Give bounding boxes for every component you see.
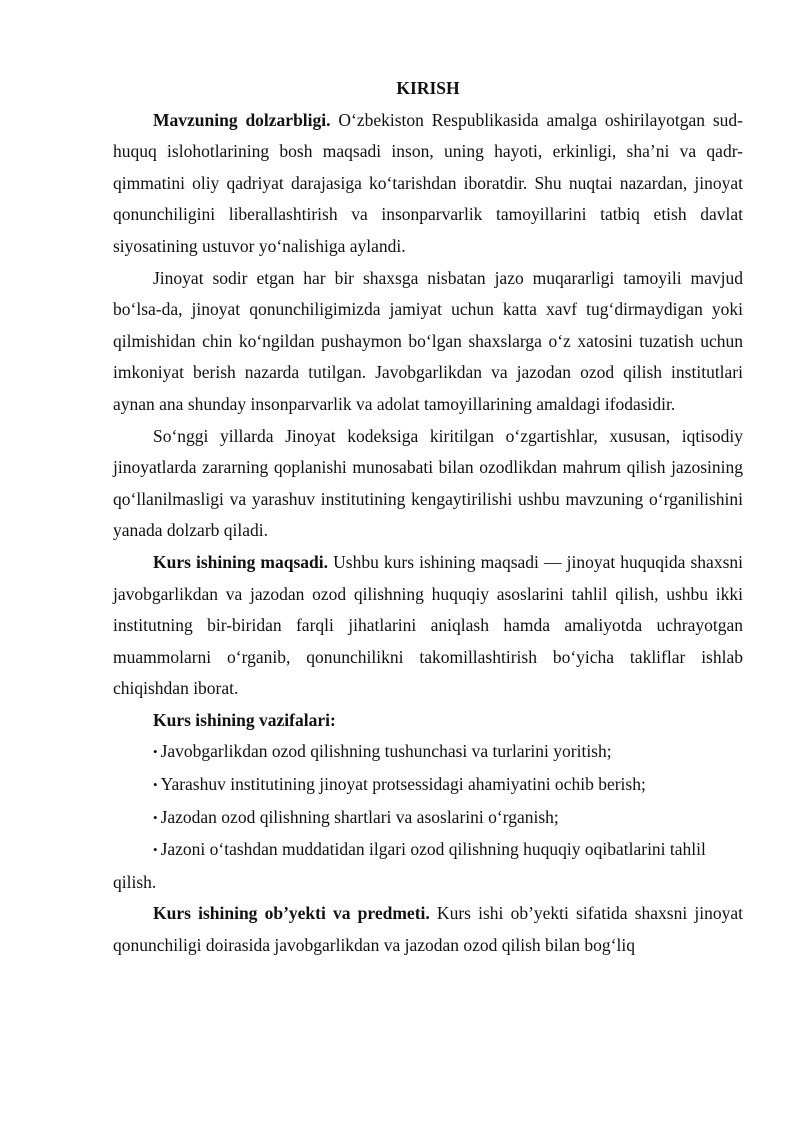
section-heading-maqsad: Kurs ishining maqsadi.: [153, 551, 329, 572]
paragraph-3: So‘nggi yillarda Jinoyat kodeksiga kiritilgan o‘zgartishlar, xususan, iqtisodiy jinoyatlarda zararning qoplanishi munosabati bilan ozodlikdan mahrum qilish jazosining qo‘llanilmasligi va yarashuv institutining kengaytirilishi ushbu mavzuning o‘rganilishini yanada dolzarb qiladi.: [113, 425, 743, 541]
list-item-text: Yarashuv institutining jinoyat protsessidagi ahamiyatini ochib berish;: [160, 774, 646, 795]
bullet-icon: •: [153, 777, 158, 793]
list-item-text: Jazodan ozod qilishning shartlari va asoslarini o‘rganish;: [160, 806, 559, 827]
page-title: KIRISH: [396, 78, 460, 98]
list-item: [113, 802, 743, 835]
list-item-text: Javobgarlikdan ozod qilishning tushunchasi va turlarini yoritish;: [160, 741, 612, 762]
section-heading-obyekt: Kurs ishining ob’yekti va predmeti.: [153, 903, 430, 924]
list-item: [113, 769, 743, 802]
paragraph-text: Kurs ishi ob’yekti sifatida shaxsni jinoyat qonunchiligi doirasida javobgarlikdan va jazodan ozod qilish bilan bog‘liq: [113, 903, 743, 956]
document-page: [113, 73, 743, 962]
section-heading-dolzarblik: Mavzuning dolzarbligi.: [153, 109, 331, 130]
list-item: [113, 834, 743, 898]
bullet-icon: •: [153, 744, 158, 760]
paragraph-text: Ushbu kurs ishining maqsadi — jinoyat huquqida shaxsni javobgarlikdan va jazodan ozod qilishning huquqiy asoslarini tahlil qilish, ushbu ikki institutning bir-biridan farqli jihatlarini aniqlash hamda amaliyotda uchrayotgan muammolarni o‘rganib, qonunchilikni takomillashtirish bo‘yicha takliflar ishlab chiqishdan iborat.: [113, 551, 743, 699]
paragraph-maqsad: [113, 547, 743, 705]
list-item: [113, 736, 743, 769]
paragraph-obyekt: [113, 898, 743, 961]
paragraph-2: Jinoyat sodir etgan har bir shaxsga nisbatan jazo muqararligi tamoyili mavjud bo‘lsa-da, jinoyat qonunchiligimizda jamiyat uchun katta xavf tug‘dirmaydigan yoki qilmishidan chin ko‘ngildan pushaymon bo‘lgan shaxslarga o‘z xatosini tuzatish uchun imkoniyat berish nazarda tutilgan. Javobgarlikdan va jazodan ozod qilish institutlari aynan ana shunday insonparvarlik va adolat tamoyillarining amaldagi ifodasidir.: [113, 267, 743, 414]
section-heading-vazifalar: Kurs ishining vazifalari:: [153, 709, 336, 730]
bullet-icon: •: [153, 842, 158, 858]
paragraph-text: O‘zbekiston Respublikasida amalga oshirilayotgan sud-huquq islohotlarining bosh maqsadi inson, uning hayoti, erkinligi, sha’ni va qadr-qimmatini oliy qadriyat darajasiga ko‘tarishdan iboratdir. Shu nuqtai nazardan, jinoyat qonunchiligini liberallashtirish va insonparvarlik tamoyillarini tatbiq etish davlat siyosatining ustuvor yo‘nalishiga aylandi.: [113, 109, 743, 256]
paragraph-dolzarblik: [113, 105, 743, 263]
list-item-text: Jazoni o‘tashdan muddatidan ilgari ozod qilishning huquqiy oqibatlarini tahlil qilish.: [113, 839, 706, 892]
bullet-icon: •: [153, 809, 158, 825]
